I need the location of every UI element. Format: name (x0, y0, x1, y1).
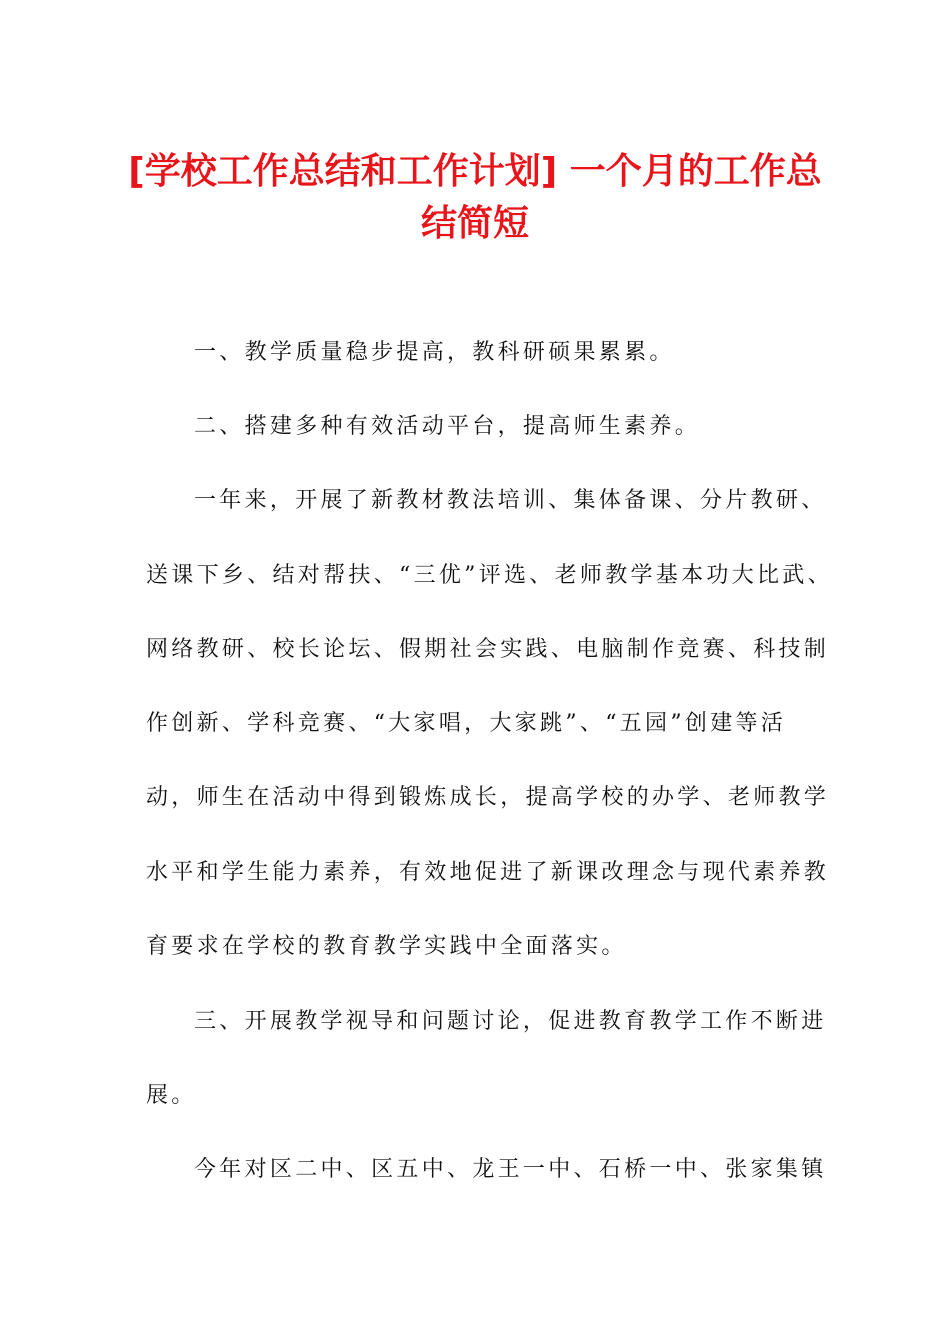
document-title-line-1: [学校工作总结和工作计划] 一个月的工作总 (128, 151, 822, 192)
document-title-line-2: 结简短 (420, 203, 529, 244)
paragraph-line-6: 作创新、学科竞赛、“大家唱，大家跳”、“五园”创建等活 (146, 711, 787, 736)
paragraph-line-5: 网络教研、校长论坛、假期社会实践、电脑制作竞赛、科技制 (146, 637, 830, 662)
paragraph-line-7: 动，师生在活动中得到锻炼成长，提高学校的办学、老师教学 (146, 785, 830, 810)
paragraph-line-1: 一、教学质量稳步提高，教科研硕果累累。 (194, 340, 675, 365)
paragraph-line-10: 三、开展教学视导和问题讨论，促进教育教学工作不断进 (194, 1009, 827, 1034)
paragraph-line-11: 展。 (146, 1083, 197, 1108)
paragraph-line-8: 水平和学生能力素养，有效地促进了新课改理念与现代素养教 (146, 860, 830, 885)
paragraph-line-2: 二、搭建多种有效活动平台，提高师生素养。 (194, 414, 701, 439)
paragraph-line-3: 一年来，开展了新教材教法培训、集体备课、分片教研、 (194, 488, 827, 513)
paragraph-line-4: 送课下乡、结对帮扶、“三优”评选、老师教学基本功大比武、 (146, 563, 833, 588)
paragraph-line-9: 育要求在学校的教育教学实践中全面落实。 (146, 934, 627, 959)
paragraph-line-12: 今年对区二中、区五中、龙王一中、石桥一中、张家集镇 (194, 1157, 827, 1182)
